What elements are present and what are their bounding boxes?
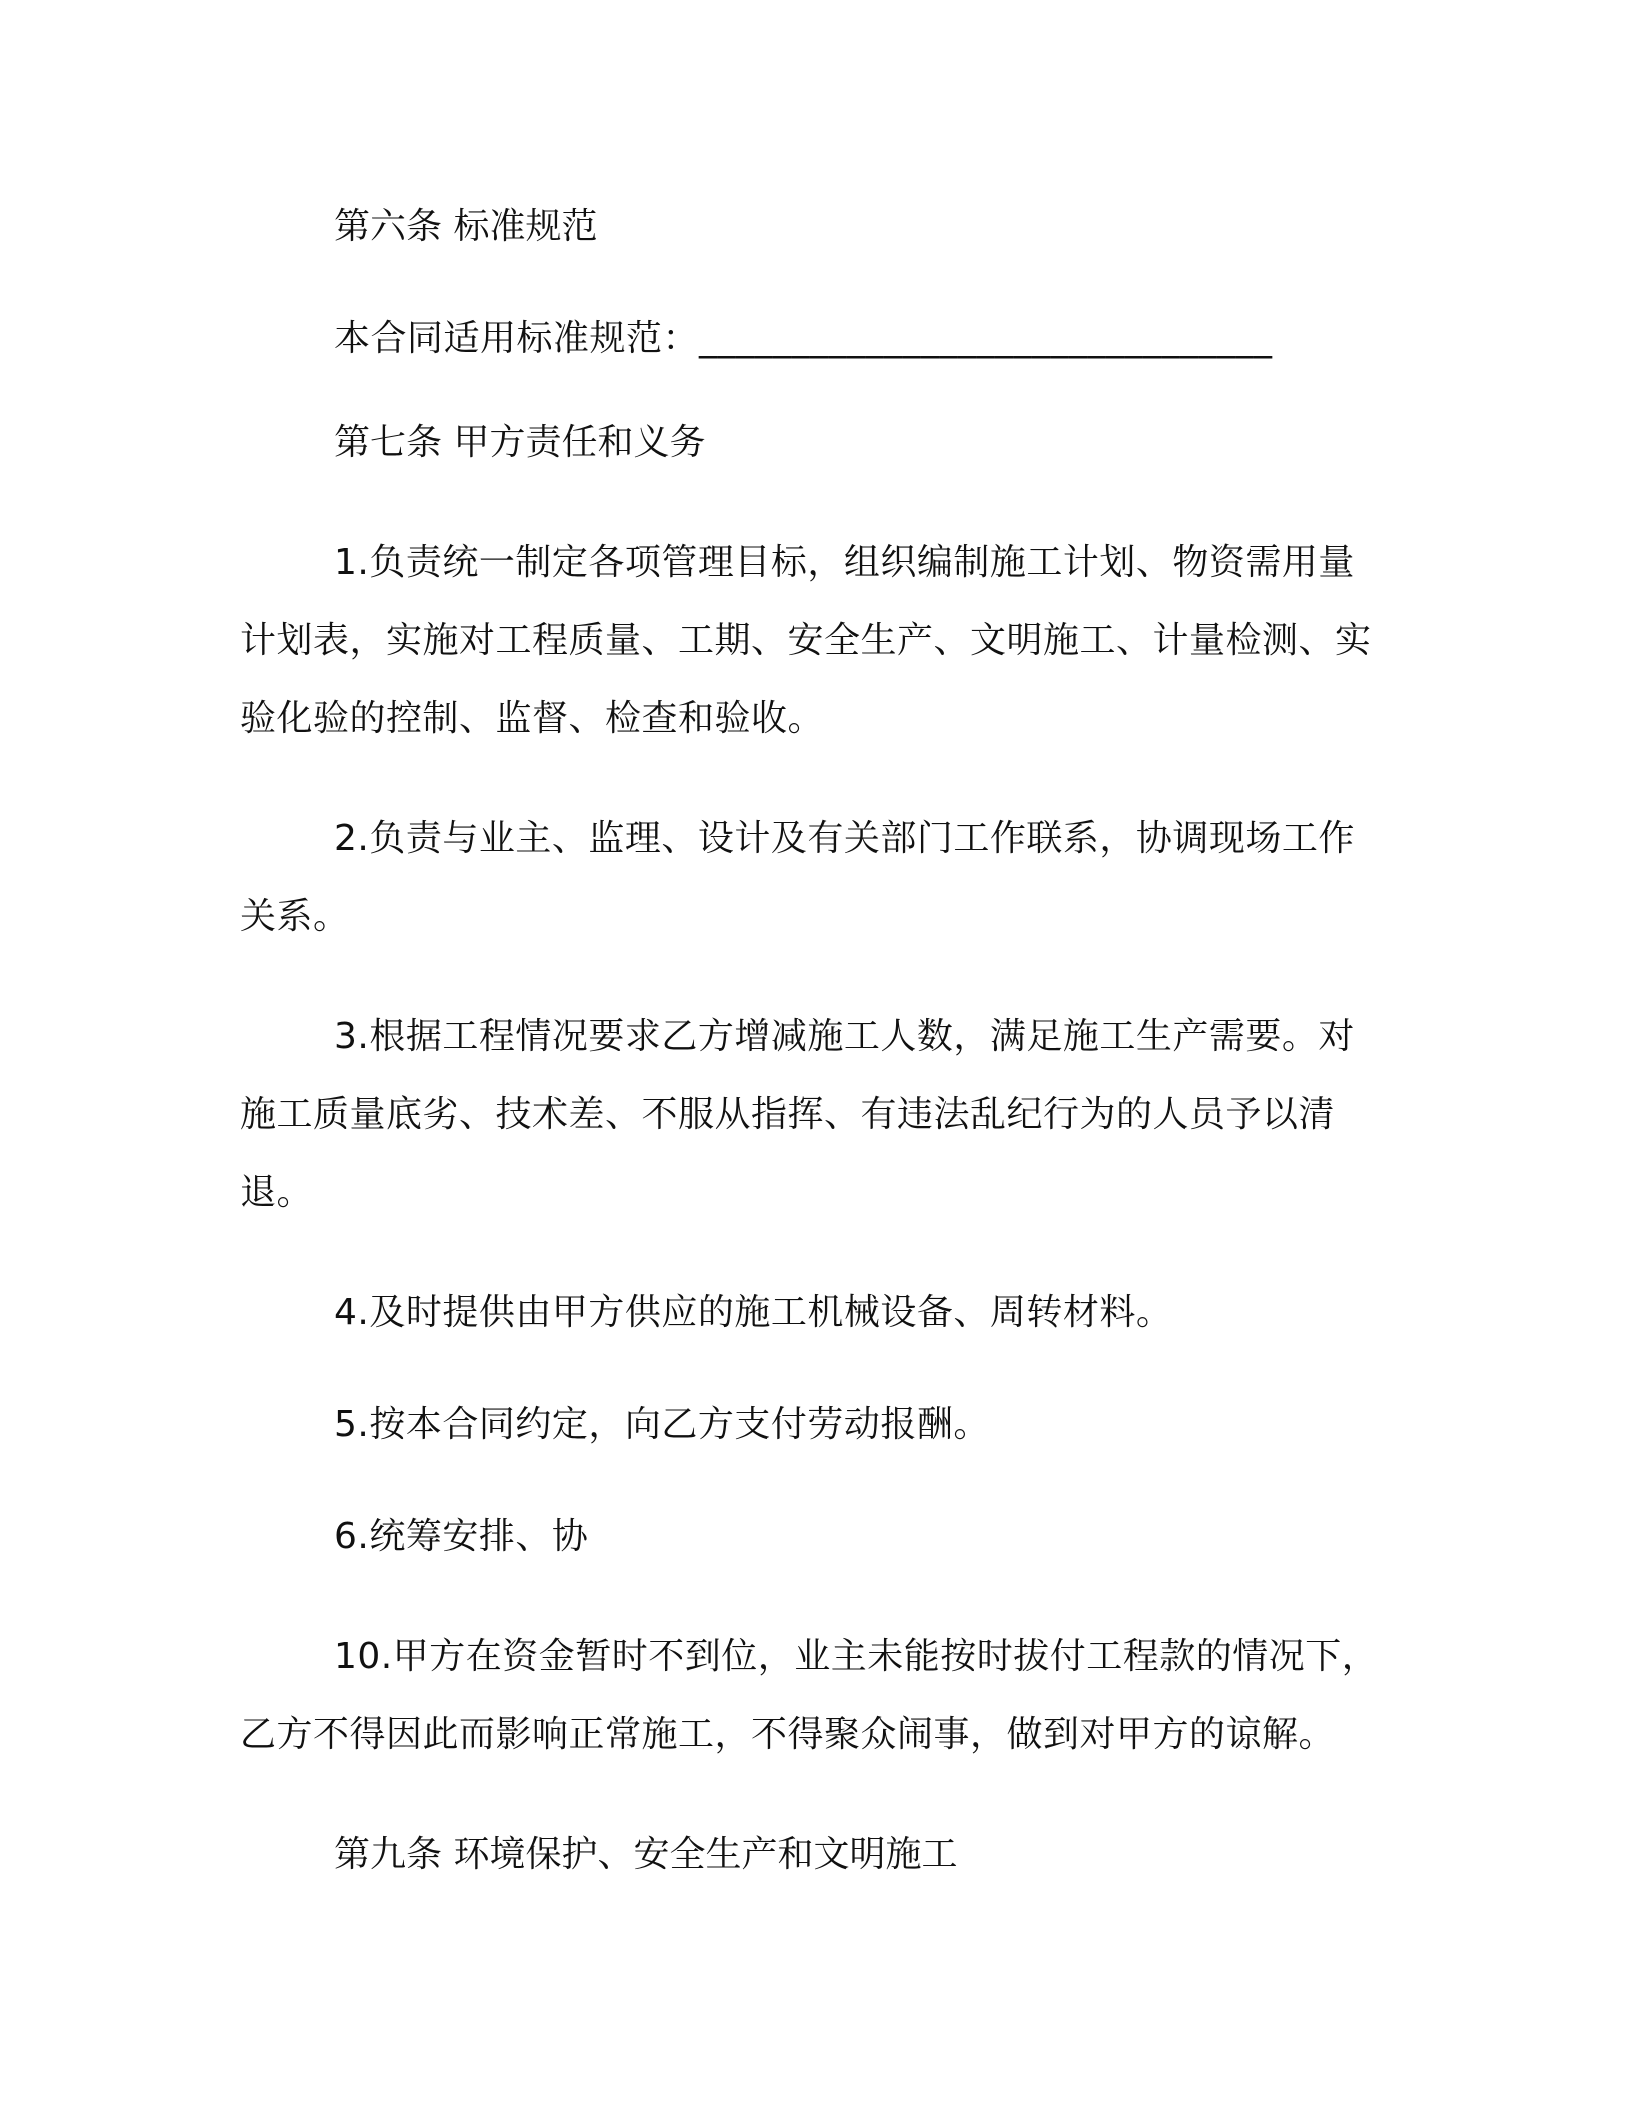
clause-6: 6.统筹安排、协: [334, 1516, 589, 1557]
article6-body: 本合同适用标准规范：_______________________________: [334, 318, 1273, 359]
clause-3: 3.根据工程情况要求乙方增减施工人数，满足施工生产需要。对施工质量底劣、技术差、不服从指挥、有违法乱纪行为的人员予以清退。: [240, 1016, 1355, 1213]
spacer: [240, 758, 1382, 800]
clause-4: 4.及时提供由甲方供应的施工机械设备、周转材料。: [334, 1292, 1173, 1333]
spacer: [240, 266, 1382, 300]
spacer: [240, 1464, 1382, 1498]
article9-heading: 第九条 环境保护、安全生产和文明施工: [334, 1834, 958, 1875]
spacer: [240, 956, 1382, 998]
spacer: [240, 1352, 1382, 1386]
spacer: [240, 378, 1382, 404]
article6-heading: 第六条 标准规范: [334, 206, 598, 247]
spacer: [240, 1232, 1382, 1274]
article7-heading: 第七条 甲方责任和义务: [334, 422, 706, 463]
document-content: [240, 188, 1382, 1894]
spacer: [240, 482, 1382, 524]
spacer: [240, 1576, 1382, 1618]
clause-5: 5.按本合同约定，向乙方支付劳动报酬。: [334, 1404, 990, 1445]
clause-10: 10.甲方在资金暂时不到位，业主未能按时拔付工程款的情况下，乙方不得因此而影响正常施工，不得聚众闹事，做到对甲方的谅解。: [240, 1636, 1379, 1755]
clause-1: 1.负责统一制定各项管理目标，组织编制施工计划、物资需用量计划表，实施对工程质量、工期、安全生产、文明施工、计量检测、实验化验的控制、监督、检查和验收。: [240, 542, 1372, 739]
clause-2: 2.负责与业主、监理、设计及有关部门工作联系，协调现场工作关系。: [240, 818, 1355, 937]
spacer: [240, 1774, 1382, 1816]
